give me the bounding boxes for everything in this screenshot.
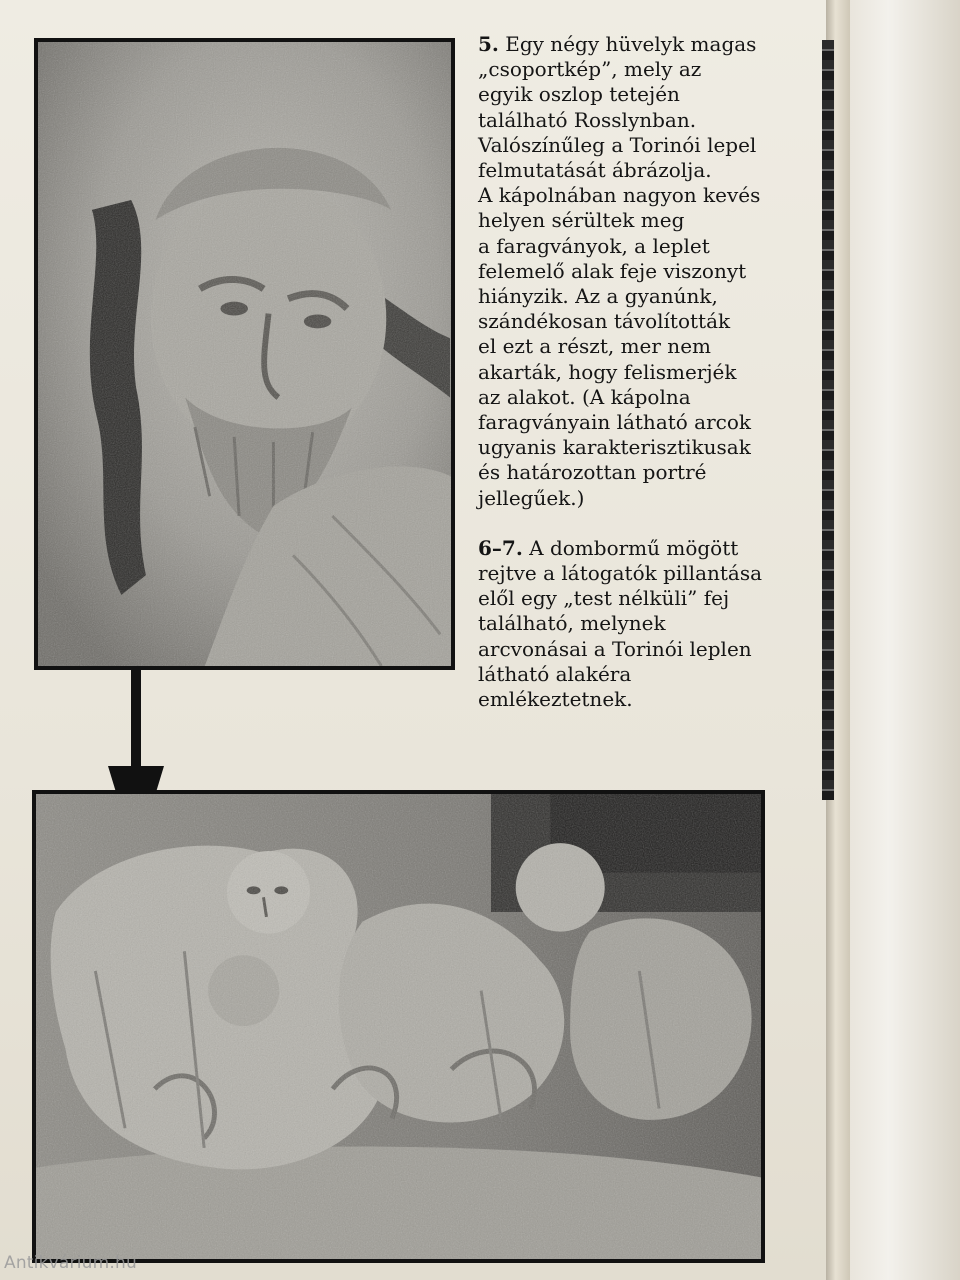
book-cover — [850, 0, 960, 1280]
caption-column — [478, 32, 788, 737]
caption-line: faragványain látható arcok — [478, 410, 752, 435]
caption-line: emlékeztetnek. — [478, 687, 633, 712]
caption-line — [478, 536, 788, 561]
caption-line: látható alakéra — [478, 661, 632, 686]
caption-block-6-7 — [478, 536, 788, 712]
caption-line: az alakot. (A kápolna — [478, 384, 691, 409]
adjacent-page-strip — [822, 40, 834, 800]
caption-text: A dombormű mögött — [529, 535, 739, 560]
watermark: Antikvárium.hu — [4, 1253, 137, 1273]
caption-number: 6–7. — [478, 535, 523, 560]
caption-line: felemelő alak feje viszonyt — [478, 258, 747, 283]
caption-line: arcvonásai a Torinói leplen — [478, 636, 752, 661]
carved-relief-photo — [32, 790, 765, 1263]
carved-face-image — [38, 42, 451, 666]
caption-line: helyen sérültek meg — [478, 208, 685, 233]
caption-line: „csoportkép”, mely az — [478, 57, 702, 82]
caption-line: el ezt a részt, mer nem — [478, 334, 711, 359]
caption-line: a faragványok, a leplet — [478, 233, 710, 258]
caption-line: jellegűek.) — [478, 485, 585, 510]
caption-line: ugyanis karakterisztikusak — [478, 435, 751, 460]
caption-line: A kápolnában nagyon kevés — [478, 183, 761, 208]
carved-relief-image — [36, 794, 761, 1259]
caption-line: elől egy „test nélküli” fej — [478, 586, 730, 611]
carved-face-photo — [34, 38, 455, 670]
caption-line — [478, 32, 788, 57]
caption-block-5 — [478, 32, 788, 511]
caption-line: található, melynek — [478, 611, 666, 636]
caption-number: 5. — [478, 32, 499, 56]
caption-line: Valószínűleg a Torinói lepel — [478, 132, 757, 157]
caption-line: egyik oszlop tetején — [478, 82, 680, 107]
caption-line: és határozottan portré — [478, 460, 707, 485]
caption-line: található Rosslynban. — [478, 107, 697, 132]
caption-line: hiányzik. Az a gyanúnk, — [478, 284, 718, 309]
caption-line: akarták, hogy felismerjék — [478, 359, 737, 384]
caption-line: rejtve a látogatók pillantása — [478, 561, 763, 586]
caption-line: felmutatását ábrázolja. — [478, 158, 712, 183]
caption-line: szándékosan távolították — [478, 309, 731, 334]
caption-text: Egy négy hüvelyk magas — [505, 32, 757, 56]
